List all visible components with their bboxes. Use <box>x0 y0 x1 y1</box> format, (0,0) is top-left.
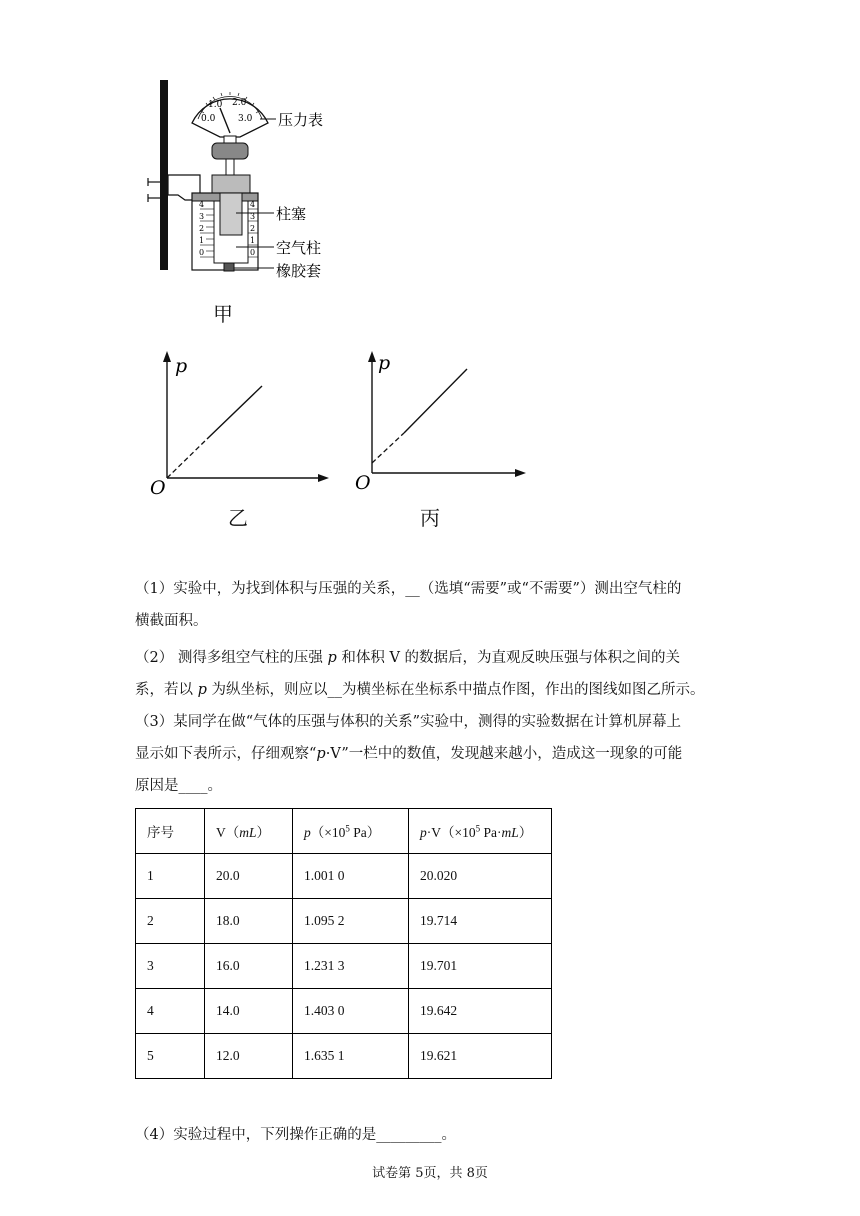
cell-pressure: 1.001 0 <box>293 854 409 899</box>
scale-left-4: 4 <box>199 200 205 209</box>
origin-label: O <box>150 477 166 495</box>
question-4 <box>135 1119 725 1151</box>
cell-volume: 16.0 <box>205 944 293 989</box>
gauge-tick-0: 0.0 <box>201 114 216 124</box>
cell-seq: 1 <box>136 854 205 899</box>
label-rubber-cap: 橡胶套 <box>276 262 322 280</box>
gauge-tick-2: 2.0 <box>232 98 247 108</box>
label-plunger: 柱塞 <box>276 205 307 223</box>
scale-right-4: 4 <box>250 200 256 209</box>
dashed-extension <box>167 439 207 478</box>
cell-volume: 18.0 <box>205 899 293 944</box>
header-pressure: $p(\times 10^5$ Pa） <box>293 809 409 854</box>
graph-yi <box>145 345 335 495</box>
cell-volume: 20.0 <box>205 854 293 899</box>
stand-rod <box>160 80 168 270</box>
y-axis-arrow <box>368 351 376 362</box>
clamp-screws <box>148 178 160 202</box>
cell-seq: 3 <box>136 944 205 989</box>
label-gauge: 压力表 <box>278 111 324 129</box>
header-pv: $p\cdot V(\times 10^5$ Pa·mL） <box>409 809 552 854</box>
scale-left-0: 0 <box>199 248 205 257</box>
plunger-shaft <box>226 159 234 175</box>
x-axis-arrow <box>318 474 329 482</box>
scale-right-1: 1 <box>250 236 256 245</box>
scale-right-2: 2 <box>250 224 256 233</box>
y-axis-arrow <box>163 351 171 362</box>
dashed-extension <box>372 433 404 463</box>
cell-volume: 12.0 <box>205 1034 293 1079</box>
cell-pressure: 1.231 3 <box>293 944 409 989</box>
scale-right-0: 0 <box>250 248 256 257</box>
gauge-knob <box>212 143 248 159</box>
question-2 <box>135 642 725 706</box>
caption-jia: 甲 <box>213 302 233 326</box>
question-2-line-2: 系，若以 p 为纵坐标，则应以__为横坐标在坐标系中描点作图，作出的图线如图乙所示。 <box>135 682 705 698</box>
origin-label: O <box>355 472 371 494</box>
scale-left-1: 1 <box>199 236 205 245</box>
header-seq: 序号 <box>136 809 205 854</box>
question-1-line-1: （1）实验中，为找到体积与压强的关系，__（选填“需要”或“不需要”）测出空气柱的 <box>135 581 682 597</box>
cell-pressure: 1.095 2 <box>293 899 409 944</box>
table-row <box>136 854 552 899</box>
gauge-tick-3: 3.0 <box>238 114 253 124</box>
y-axis-label: p <box>378 352 391 374</box>
cell-seq: 4 <box>136 989 205 1034</box>
cell-pv: 19.701 <box>409 944 552 989</box>
cell-pressure: 1.403 0 <box>293 989 409 1034</box>
pressure-gauge <box>192 92 268 137</box>
syringe-collar <box>212 175 250 193</box>
data-line <box>404 369 467 433</box>
caption-bing: 丙 <box>420 506 440 530</box>
cell-seq: 5 <box>136 1034 205 1079</box>
table-row <box>136 944 552 989</box>
question-3-line-1: （3）某同学在做“气体的压强与体积的关系”实验中，测得的实验数据在计算机屏幕上 <box>135 714 682 730</box>
apparatus-figure <box>140 75 370 290</box>
plunger <box>220 193 242 235</box>
question-1-line-2: 横截面积。 <box>135 613 208 629</box>
page-footer: 试卷第 5页，共 8页 <box>372 1166 488 1181</box>
question-3-line-2: 显示如下表所示，仔细观察“p·V”一栏中的数值，发现越来越小，造成这一现象的可能 <box>135 746 683 762</box>
scale-left-3: 3 <box>199 212 205 221</box>
caption-yi: 乙 <box>228 506 248 530</box>
table-row <box>136 989 552 1034</box>
x-axis-arrow <box>515 469 526 477</box>
question-3-line-3: 原因是____。 <box>135 778 222 794</box>
cell-pv: 19.714 <box>409 899 552 944</box>
table-header-row <box>136 809 552 854</box>
label-air-column: 空气柱 <box>276 239 322 257</box>
table-row <box>136 899 552 944</box>
data-table <box>135 808 552 1079</box>
question-3 <box>135 706 725 802</box>
cell-volume: 14.0 <box>205 989 293 1034</box>
cell-pv: 20.020 <box>409 854 552 899</box>
question-2-line-1: （2） 测得多组空气柱的压强 p 和体积 V 的数据后，为直观反映压强与体积之间的关 <box>135 650 681 666</box>
data-line <box>207 386 262 439</box>
table-row <box>136 1034 552 1079</box>
scale-left-2: 2 <box>199 224 205 233</box>
y-axis-label: p <box>175 355 188 377</box>
rubber-cap <box>224 263 234 271</box>
header-volume: V（mL） <box>205 809 293 854</box>
graph-bing <box>350 345 540 495</box>
cell-seq: 2 <box>136 899 205 944</box>
cell-pressure: 1.635 1 <box>293 1034 409 1079</box>
cell-pv: 19.642 <box>409 989 552 1034</box>
gauge-tick-1: 1.0 <box>208 100 223 110</box>
question-4-line-1: （4）实验过程中，下列操作正确的是_________。 <box>135 1127 456 1143</box>
scale-right-3: 3 <box>250 212 256 221</box>
cell-pv: 19.621 <box>409 1034 552 1079</box>
question-1 <box>135 573 725 637</box>
